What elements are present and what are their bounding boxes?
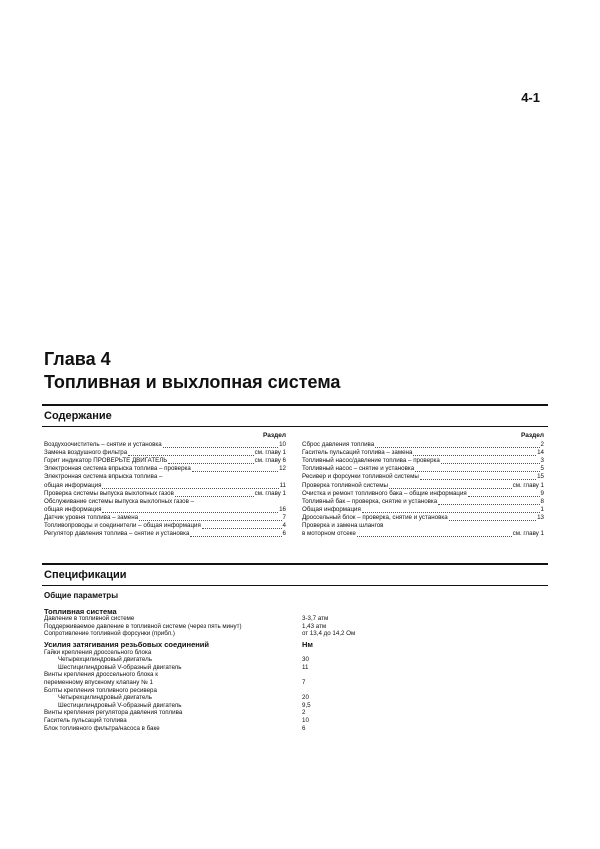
specifications-header: Спецификации — [42, 563, 548, 586]
contents-entry-reference: см. главу 1 — [254, 489, 286, 497]
spec-value: 3-3,7 атм — [302, 615, 329, 623]
contents-entry-reference: 5 — [540, 465, 544, 473]
dot-leader — [128, 449, 253, 456]
spec-value: 11 — [302, 663, 309, 671]
spec-label: Четырехцилиндровый двигатель — [58, 656, 152, 664]
contents-entry-reference: 6 — [282, 530, 286, 538]
spec-row — [44, 656, 544, 664]
dot-leader — [102, 482, 278, 489]
contents-entry-title: Топливопроводы и соединители – общая информация — [44, 522, 201, 530]
general-parameters-heading: Общие параметры — [44, 591, 119, 600]
spec-label: Винты крепления регулятора давления топлива — [44, 709, 183, 717]
spec-value: 20 — [302, 694, 309, 702]
spec-row — [44, 687, 544, 695]
dot-leader — [168, 457, 253, 464]
contents-entry-title: Общая информация — [302, 505, 361, 513]
dot-leader — [383, 522, 544, 530]
contents-entry-title: Электронная система впрыска топлива – — [44, 473, 163, 481]
contents-entry — [44, 506, 286, 514]
dot-leader — [438, 498, 539, 505]
spec-value: 9,5 — [302, 701, 311, 709]
spec-row — [44, 671, 544, 679]
contents-entry — [302, 490, 544, 498]
spec-label: Четырехцилиндровый двигатель — [58, 694, 152, 702]
spec-row — [44, 630, 544, 638]
dot-leader — [202, 522, 282, 529]
dot-leader — [362, 506, 540, 513]
contents-entry — [44, 530, 286, 538]
contents-entry — [302, 482, 544, 490]
contents-entry-title: общая информация — [44, 481, 102, 489]
contents-entry — [44, 473, 286, 481]
contents-entry-reference: см. главу 6 — [254, 457, 286, 465]
dot-leader — [190, 530, 281, 537]
contents-entry-title: Гаситель пульсаций топлива – замена — [302, 449, 413, 457]
contents-entry — [302, 522, 544, 530]
spec-label: Сопротивление топливной форсунки (прибл.) — [44, 630, 175, 638]
contents-entry — [302, 457, 544, 465]
contents-entry-title: Проверка топливной системы — [302, 481, 388, 489]
contents-entry — [302, 498, 544, 506]
contents-entry — [44, 441, 286, 449]
spec-row — [44, 664, 544, 672]
contents-entry-reference: 7 — [282, 513, 286, 521]
dot-leader — [389, 482, 512, 489]
dot-leader — [413, 449, 536, 456]
specifications-body — [44, 592, 544, 732]
contents-entry-reference: 2 — [540, 441, 544, 449]
dot-leader — [441, 457, 540, 464]
contents-entry-reference: 1 — [540, 505, 544, 513]
dot-leader — [415, 465, 539, 472]
contents-entry-title: Проверка и замена шлангов — [302, 522, 384, 530]
contents-header: Содержание — [42, 404, 548, 427]
spec-label: Гайки крепления дроссельного блока — [44, 648, 152, 656]
spec-label: Давление в топливной системе — [44, 615, 135, 623]
dot-leader — [139, 514, 281, 521]
contents-entry-reference: см. главу 1 — [512, 481, 544, 489]
contents-entry-reference: 10 — [279, 441, 286, 449]
spec-label: Поддерживаемое давление в топливной системе (через пять минут) — [44, 622, 242, 630]
contents-entry — [302, 506, 544, 514]
dot-leader — [375, 441, 539, 448]
chapter-heading — [44, 348, 556, 394]
contents-column-label: Раздел — [262, 432, 286, 439]
contents-entry-reference: 3 — [540, 457, 544, 465]
spec-label: Шестицилиндровый V-образный двигатель — [58, 663, 182, 671]
spec-row — [44, 649, 544, 657]
contents-entry-title: Сброс давления топлива — [302, 441, 375, 449]
page-number: 4-1 — [521, 90, 540, 105]
contents-entry — [44, 490, 286, 498]
dot-leader — [449, 514, 536, 521]
spec-label: Гаситель пульсаций топлива — [44, 716, 127, 724]
spec-row — [44, 623, 544, 631]
contents-entry-title: Замена воздушного фильтра — [44, 449, 128, 457]
dot-leader — [163, 441, 278, 448]
contents-entry — [44, 498, 286, 506]
spec-value: 6 — [302, 724, 306, 732]
contents-entry-title: Дроссельный блок – проверка, снятие и установка — [302, 513, 448, 521]
contents-entry-title: Проверка системы выпуска выхлопных газов — [44, 489, 174, 497]
contents-entry — [302, 441, 544, 449]
chapter-number: Глава 4 — [44, 349, 111, 369]
contents-entry-reference: 8 — [540, 497, 544, 505]
contents-entry-reference: см. главу 1 — [254, 449, 286, 457]
contents-entry-reference: 12 — [279, 465, 286, 473]
contents-entry-title: общая информация — [44, 505, 102, 513]
contents-entry-title: Топливный насос – снятие и установка — [302, 465, 415, 473]
spec-row — [44, 702, 544, 710]
spec-label: Винты крепления дроссельного блока к — [44, 671, 158, 679]
spec-value: 10 — [302, 716, 309, 724]
torque-heading — [44, 641, 544, 649]
contents-entry-reference: 4 — [282, 522, 286, 530]
contents-entry-title: Очистка и ремонт топливного бака – общие информация — [302, 489, 467, 497]
contents-entry-title: в моторном отсеке — [302, 530, 356, 538]
spec-row — [44, 725, 544, 733]
contents-entry-reference: 9 — [540, 489, 544, 497]
torque-unit: Нм — [302, 639, 313, 649]
contents-entry-title: Топливный бак – проверка, снятие и установка — [302, 497, 438, 505]
contents-entry-title: Топливный насос/давление топлива – проверка — [302, 457, 440, 465]
contents-left-column — [44, 432, 286, 538]
contents-entry-reference: 14 — [537, 449, 544, 457]
spec-label: переменному впускному клапану № 1 — [44, 678, 153, 686]
spec-row — [44, 717, 544, 725]
spec-row — [44, 694, 544, 702]
spec-value: от 13,4 до 14,2 Ом — [302, 630, 356, 638]
dot-leader — [420, 473, 536, 480]
contents-entry-title: Обслуживание системы выпуска выхлопных газов – — [44, 497, 195, 505]
contents-entry-title: Воздухоочиститель – снятие и установка — [44, 441, 162, 449]
contents-entry — [302, 514, 544, 522]
contents-entry — [44, 482, 286, 490]
fuel-system-heading: Топливная система — [44, 606, 117, 616]
torque-title: Усилия затягивания резьбовых соединений — [44, 639, 209, 649]
spec-row — [44, 709, 544, 717]
contents-entry — [302, 473, 544, 481]
contents-entry — [44, 522, 286, 530]
contents-entry — [302, 449, 544, 457]
dot-leader — [357, 530, 512, 537]
contents-entry-title: Ресивер и форсунки топливной системы — [302, 473, 419, 481]
spec-label: Шестицилиндровый V-образный двигатель — [58, 701, 182, 709]
contents-entry-title: Регулятор давления топлива – снятие и установка — [44, 530, 190, 538]
dot-leader — [192, 465, 278, 472]
spec-value: 1,43 атм — [302, 622, 327, 630]
contents-entry-reference: см. главу 1 — [512, 530, 544, 538]
spec-value: 2 — [302, 709, 306, 717]
spec-label: Блок топливного фильтра/насоса в баке — [44, 724, 160, 732]
contents-right-column — [302, 432, 544, 538]
dot-leader — [162, 473, 286, 481]
contents-entry — [44, 514, 286, 522]
contents-column-label: Раздел — [520, 432, 544, 439]
contents-entry-reference: 15 — [537, 473, 544, 481]
spec-value: 30 — [302, 656, 309, 664]
contents-entry-reference: 13 — [537, 513, 544, 521]
contents-entry-reference: 11 — [279, 481, 286, 489]
contents-entry — [44, 457, 286, 465]
contents-entry-title: Горит индикатор ПРОВЕРЬТЕ ДВИГАТЕЛЬ — [44, 457, 168, 465]
contents-entry — [44, 449, 286, 457]
contents-entry — [302, 465, 544, 473]
contents-entry-reference: 16 — [279, 505, 286, 513]
dot-leader — [194, 498, 286, 506]
spec-row — [44, 615, 544, 623]
dot-leader — [468, 490, 540, 497]
contents-entry-title: Электронная система впрыска топлива – проверка — [44, 465, 191, 473]
dot-leader — [102, 506, 278, 513]
contents-entry — [302, 530, 544, 538]
spec-value: 7 — [302, 678, 306, 686]
spec-label: Болты крепления топливного ресивера — [44, 686, 157, 694]
chapter-title: Топливная и выхлопная система — [44, 372, 341, 392]
contents-entry — [44, 465, 286, 473]
contents-entry-title: Датчик уровня топлива – замена — [44, 513, 139, 521]
spec-row — [44, 679, 544, 687]
dot-leader — [175, 490, 254, 497]
